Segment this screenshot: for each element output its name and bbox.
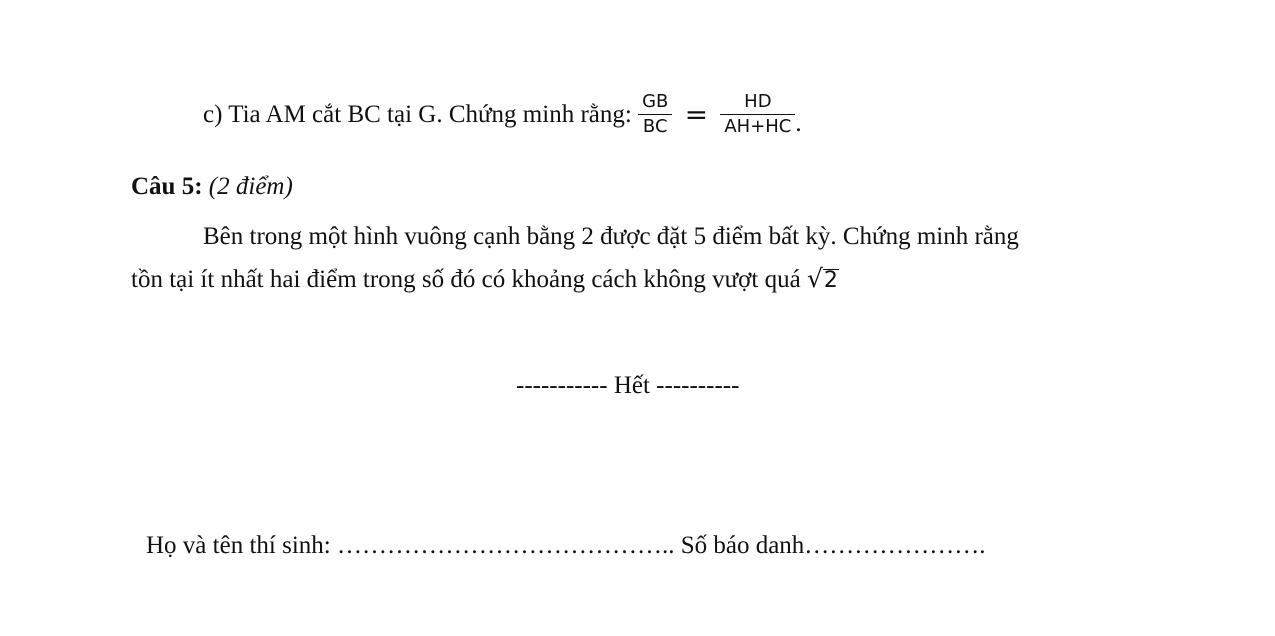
square-root-expression bbox=[807, 266, 839, 292]
question-5-line-1: Bên trong một hình vuông cạnh bằng 2 được đặt 5 điểm bất kỳ. Chứng minh rằng bbox=[203, 223, 1019, 250]
question-label: Câu 5: bbox=[131, 173, 203, 200]
question-5-heading bbox=[131, 174, 293, 199]
period: . bbox=[795, 110, 802, 137]
candidate-info-line: Họ và tên thí sinh: ………………………………….. Số báo danh…………………. bbox=[146, 532, 986, 559]
fraction-numerator: HD bbox=[744, 91, 772, 112]
end-marker: ----------- Hết ---------- bbox=[516, 372, 740, 399]
fraction-gb-bc bbox=[638, 93, 672, 136]
question-points: (2 điểm) bbox=[208, 173, 293, 200]
equals-sign: = bbox=[684, 97, 709, 131]
question-text: tồn tại ít nhất hai điểm trong số đó có khoảng cách không vượt quá bbox=[131, 266, 801, 293]
radicand: 2 bbox=[823, 268, 838, 293]
fraction-denominator: AH+HC bbox=[720, 114, 795, 136]
fraction-numerator: GB bbox=[642, 91, 669, 112]
radical-sign: √ bbox=[806, 264, 823, 293]
question-5-line-2 bbox=[131, 266, 839, 292]
part-c-text: c) Tia AM cắt BC tại G. Chứng minh rằng: bbox=[203, 101, 632, 128]
fraction-hd-ahhc bbox=[720, 93, 795, 136]
fraction-denominator: BC bbox=[638, 114, 672, 136]
part-c-line bbox=[203, 93, 802, 136]
